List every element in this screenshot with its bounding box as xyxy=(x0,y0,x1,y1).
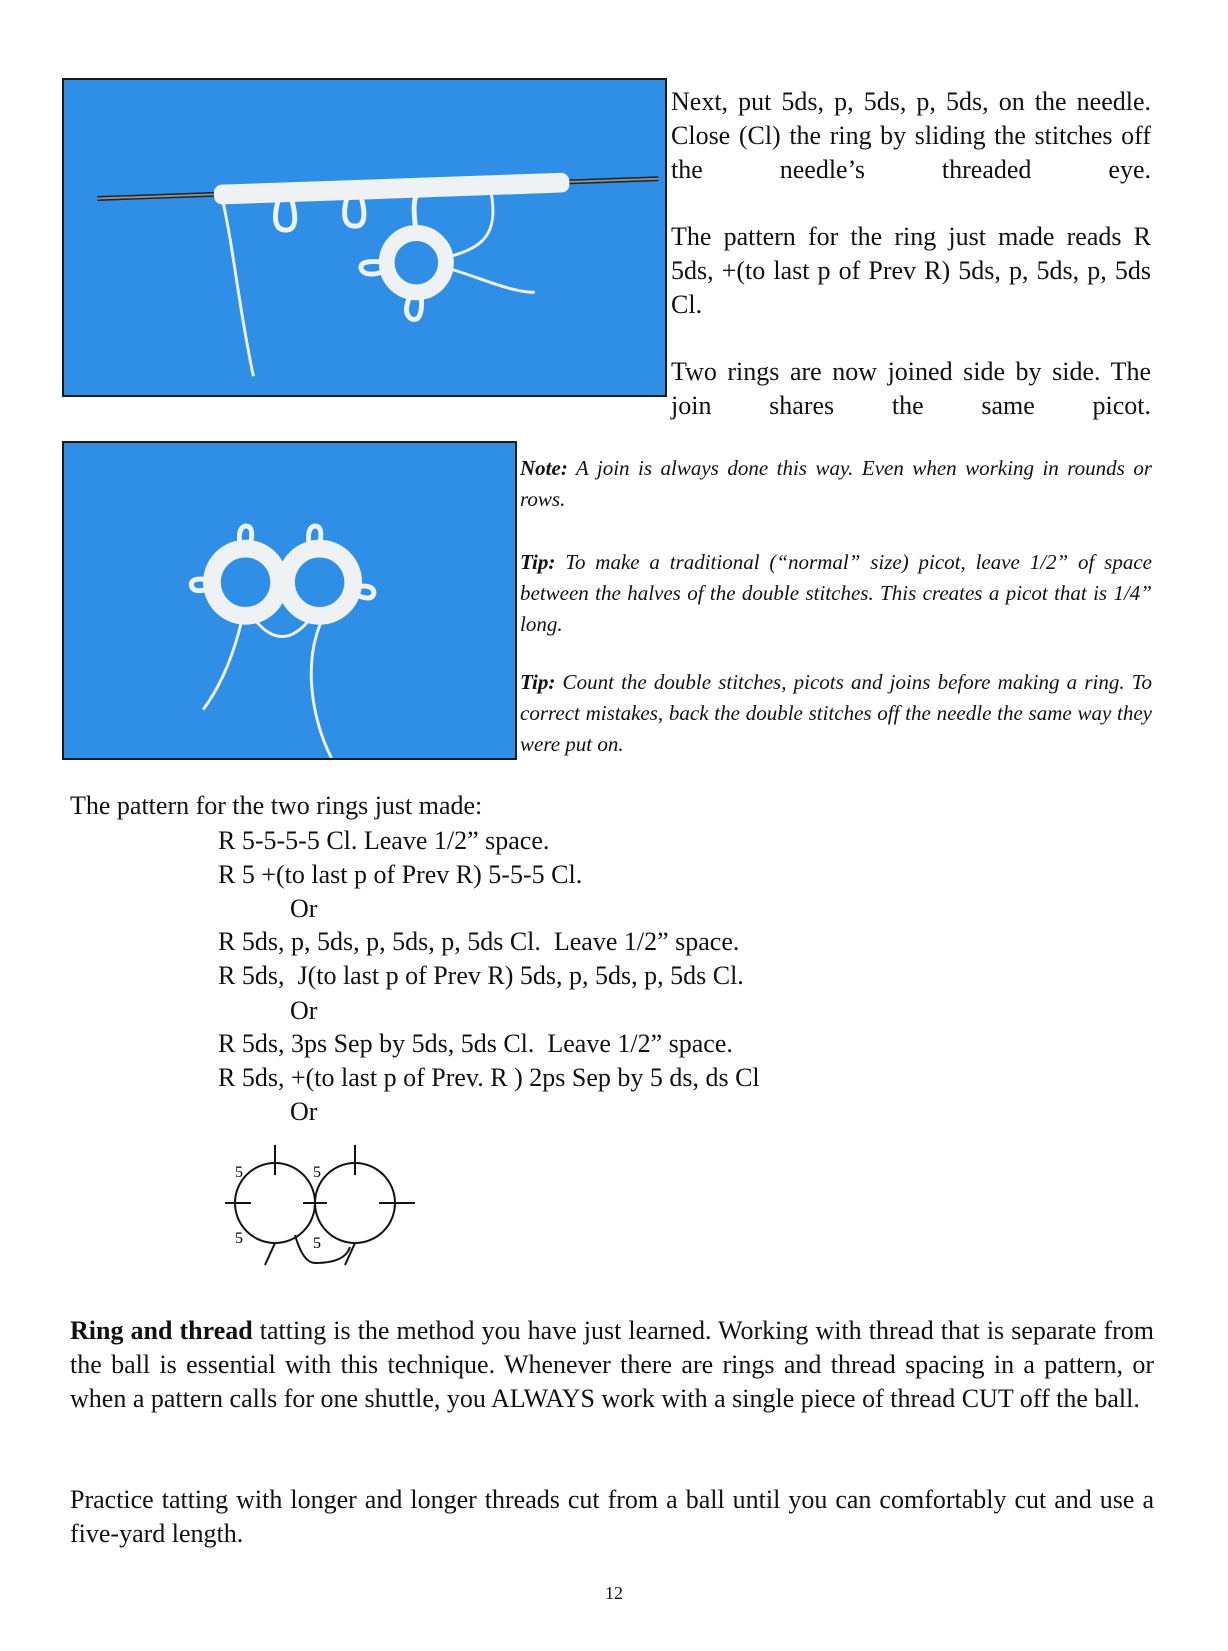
tip-label: Tip: xyxy=(520,550,556,574)
pattern-line: R 5ds, +(to last p of Prev. R ) 2ps Sep by 5 ds, ds Cl xyxy=(218,1063,760,1092)
page-number: 12 xyxy=(605,1583,623,1603)
note-text: A join is always done this way. Even when working in rounds or rows. xyxy=(520,456,1152,511)
needle-ring-photo xyxy=(62,78,667,397)
pattern-line: R 5ds, 3ps Sep by 5ds, 5ds Cl. Leave 1/2” space. xyxy=(218,1029,733,1058)
ring-and-thread-paragraph xyxy=(70,1314,1154,1416)
pattern-or: Or xyxy=(290,894,318,923)
note-paragraph xyxy=(520,453,1152,515)
tip-paragraph-1 xyxy=(520,547,1152,640)
paragraph-text: tatting is the method you have just learned. Working with thread that is separate from the ball is essential with this technique. Whenever there are rings and thread spacing in a pattern, or when a pattern calls for one shuttle, you ALWAYS work with a single piece of thread CUT off the ball. xyxy=(70,1316,1154,1413)
pattern-or: Or xyxy=(290,1097,318,1126)
stitch-count-label: 5 xyxy=(235,1164,243,1181)
pattern-lead: The pattern for the two rings just made: xyxy=(70,791,483,820)
two-rings-illustration xyxy=(64,443,515,758)
tip-label: Tip: xyxy=(520,670,556,694)
tip-text: To make a traditional (“normal” size) picot, leave 1/2” of space between the halves of the double stitches. This creates a picot that is 1/4” long. xyxy=(520,550,1152,636)
tip-paragraph-2 xyxy=(520,667,1152,760)
stitch-count-label: 5 xyxy=(313,1235,321,1252)
step-paragraph-1: Next, put 5ds, p, 5ds, p, 5ds, on the needle. Close (Cl) the ring by sliding the stitches off the needle’s threaded eye. xyxy=(671,87,1151,184)
step-paragraph-2: The pattern for the ring just made reads R 5ds, +(to last p of Prev R) 5ds, p, 5ds, p, 5ds Cl. xyxy=(671,222,1151,319)
bold-term: Ring and thread xyxy=(70,1316,253,1345)
pattern-line: R 5ds, p, 5ds, p, 5ds, p, 5ds Cl. Leave 1/2” space. xyxy=(218,927,740,956)
pattern-line: R 5 +(to last p of Prev R) 5-5-5 Cl. xyxy=(218,860,583,889)
stitch-count-label: 5 xyxy=(313,1164,321,1181)
pattern-line: R 5-5-5-5 Cl. Leave 1/2” space. xyxy=(218,826,550,855)
practice-paragraph: Practice tatting with longer and longer threads cut from a ball until you can comfortably cut and use a five-yard length. xyxy=(70,1485,1154,1548)
pattern-or: Or xyxy=(290,996,318,1025)
needle-ring-illustration xyxy=(64,80,665,395)
ring-diagram xyxy=(215,1135,425,1275)
tip-text: Count the double stitches, picots and joins before making a ring. To correct mistakes, back the double stitches off the needle the same way they were put on. xyxy=(520,670,1152,756)
step-paragraph-3: Two rings are now joined side by side. The join shares the same picot. xyxy=(671,357,1151,420)
stitch-count-label: 5 xyxy=(235,1230,243,1247)
two-rings-photo xyxy=(62,441,517,760)
pattern-line: R 5ds, J(to last p of Prev R) 5ds, p, 5ds, p, 5ds Cl. xyxy=(218,961,744,990)
note-label: Note: xyxy=(520,456,568,480)
